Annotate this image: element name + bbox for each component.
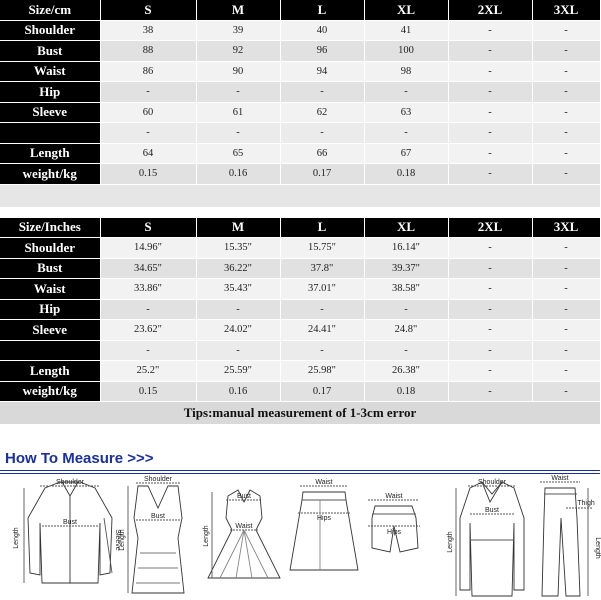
shorts-diagram (368, 500, 420, 552)
cm-row-label: Length (0, 143, 100, 164)
cm-header-xl: XL (364, 0, 448, 20)
cm-cell: 0.15 (100, 164, 196, 185)
inch-cell: 24.8" (364, 320, 448, 341)
cm-cell: 0.18 (364, 164, 448, 185)
cm-cell: 98 (364, 61, 448, 82)
cm-cell: 92 (196, 41, 280, 62)
inch-cell: 35.43" (196, 279, 280, 300)
cm-cell: - (448, 61, 532, 82)
dress-diagram (208, 490, 280, 578)
cm-cell: 0.16 (196, 164, 280, 185)
inch-cell: - (532, 340, 600, 361)
cm-cell: 90 (196, 61, 280, 82)
inch-cell: 37.8" (280, 258, 364, 279)
label-tank-shoulder: Shoulder (143, 476, 173, 483)
cm-header-2xl: 2XL (448, 0, 532, 20)
cm-row-label: weight/kg (0, 164, 100, 185)
inch-cell: 24.02" (196, 320, 280, 341)
cm-cell: - (448, 41, 532, 62)
table-spacer (0, 207, 600, 218)
label-skirt-waist: Waist (315, 479, 333, 486)
how-to-measure-section (0, 438, 600, 600)
cm-cell: 41 (364, 20, 448, 41)
inch-cell: 26.38" (364, 361, 448, 382)
how-to-measure-title (5, 450, 154, 467)
inch-table-row (0, 279, 600, 300)
inch-table-row (0, 238, 600, 259)
cm-cell: 66 (280, 143, 364, 164)
inch-cell: 0.16 (196, 381, 280, 402)
inch-cell: 25.2" (100, 361, 196, 382)
cm-cell: - (364, 82, 448, 103)
inch-cell: - (280, 340, 364, 361)
inch-cell: 34.65" (100, 258, 196, 279)
table-separator (0, 185, 600, 207)
label-coat-bust: Bust (484, 507, 500, 514)
cm-table-row (0, 102, 600, 123)
cm-table-row (0, 164, 600, 185)
label-blouse-bust: Bust (62, 519, 78, 526)
cm-table-row (0, 41, 600, 62)
inch-cell: - (448, 238, 532, 259)
inch-row-label: Sleeve (0, 320, 100, 341)
inch-cell: 15.35" (196, 238, 280, 259)
cm-row-label: Shoulder (0, 20, 100, 41)
inch-cell: 15.75" (280, 238, 364, 259)
cm-header-size: Size/cm (0, 0, 100, 20)
cm-cell: - (100, 82, 196, 103)
cm-header-3xl: 3XL (532, 0, 600, 20)
cm-table-row (0, 82, 600, 103)
inch-row-label: Length (0, 361, 100, 382)
inch-cell: - (448, 279, 532, 300)
cm-row-label: Sleeve (0, 102, 100, 123)
inch-cell: - (532, 361, 600, 382)
label-coat-length: Length (447, 531, 454, 553)
inch-cell: - (280, 299, 364, 320)
inch-table-row (0, 361, 600, 382)
cm-cell: - (532, 82, 600, 103)
cm-cell: 65 (196, 143, 280, 164)
cm-cell: - (532, 61, 600, 82)
cm-cell: - (448, 164, 532, 185)
inch-table-row (0, 320, 600, 341)
label-shorts-hips: Hips (386, 529, 402, 536)
inch-cell: - (532, 258, 600, 279)
inch-cell: - (448, 320, 532, 341)
garment-diagrams (0, 475, 601, 600)
inch-table-row (0, 340, 600, 361)
label-dress-length: Length (203, 525, 210, 547)
inch-table-row (0, 381, 600, 402)
inch-cell: 38.58" (364, 279, 448, 300)
inch-row-label (0, 340, 100, 361)
cm-row-label: Bust (0, 41, 100, 62)
cm-cell: 62 (280, 102, 364, 123)
label-trousers-waist: Waist (551, 475, 569, 482)
inch-cell: - (100, 340, 196, 361)
cm-cell: - (280, 123, 364, 144)
cm-row-label (0, 123, 100, 144)
title-underline-thin (0, 473, 600, 474)
inch-cell: - (532, 279, 600, 300)
inch-cell: - (448, 381, 532, 402)
skirt-diagram (290, 486, 358, 570)
inch-table-body (0, 238, 600, 402)
inch-cell: - (448, 258, 532, 279)
title-arrows-icon: >>> (127, 450, 154, 467)
inch-cell: 25.59" (196, 361, 280, 382)
inch-table-row (0, 258, 600, 279)
cm-cell: 96 (280, 41, 364, 62)
inch-cell: - (448, 340, 532, 361)
inch-header-xl: XL (364, 218, 448, 238)
coat-diagram (456, 482, 524, 596)
cm-cell: - (448, 143, 532, 164)
label-blouse-sleeve: Sleeve (114, 529, 121, 551)
cm-cell: - (532, 41, 600, 62)
cm-cell: - (364, 123, 448, 144)
cm-row-label: Hip (0, 82, 100, 103)
cm-header-m: M (196, 0, 280, 20)
cm-cell: - (532, 102, 600, 123)
cm-table-row (0, 123, 600, 144)
title-underline (0, 470, 600, 471)
cm-cell: - (280, 82, 364, 103)
cm-cell: 61 (196, 102, 280, 123)
inch-cell: - (532, 238, 600, 259)
cm-cell: 100 (364, 41, 448, 62)
inch-cell: - (532, 320, 600, 341)
inch-row-label: Hip (0, 299, 100, 320)
label-tank-bust: Bust (150, 513, 166, 520)
inch-cell: 0.15 (100, 381, 196, 402)
label-blouse-length: Length (13, 527, 20, 549)
inch-cell: - (532, 381, 600, 402)
inch-row-label: weight/kg (0, 381, 100, 402)
inch-row-label: Shoulder (0, 238, 100, 259)
cm-table-row (0, 143, 600, 164)
cm-cell: - (448, 20, 532, 41)
cm-cell: 0.17 (280, 164, 364, 185)
inch-cell: - (364, 340, 448, 361)
inch-cell: - (100, 299, 196, 320)
inch-header-size: Size/Inches (0, 218, 100, 238)
label-dress-bust: Bust (236, 493, 252, 500)
cm-cell: - (532, 143, 600, 164)
inch-header-l: L (280, 218, 364, 238)
blouse-diagram (24, 482, 112, 583)
inch-cell: 33.86" (100, 279, 196, 300)
inch-cell: 37.01" (280, 279, 364, 300)
label-trousers-thigh: Thigh (577, 500, 595, 507)
inch-cell: - (448, 299, 532, 320)
cm-cell: 64 (100, 143, 196, 164)
label-tank-length: Length (119, 529, 126, 551)
cm-cell: 94 (280, 61, 364, 82)
cm-cell: - (532, 164, 600, 185)
inch-header-row (0, 218, 600, 238)
inch-header-m: M (196, 218, 280, 238)
inch-cell: 25.98" (280, 361, 364, 382)
inch-table-row (0, 299, 600, 320)
cm-cell: 88 (100, 41, 196, 62)
inch-header-3xl: 3XL (532, 218, 600, 238)
inch-cell: - (364, 299, 448, 320)
inch-cell: 0.17 (280, 381, 364, 402)
inch-cell: - (448, 361, 532, 382)
cm-header-s: S (100, 0, 196, 20)
inch-cell: - (196, 340, 280, 361)
label-trousers-length: Length (594, 537, 601, 559)
cm-table-row (0, 61, 600, 82)
cm-cell: - (532, 123, 600, 144)
cm-row-label: Waist (0, 61, 100, 82)
inch-cell: 36.22" (196, 258, 280, 279)
inch-cell: 39.37" (364, 258, 448, 279)
inch-cell: 16.14" (364, 238, 448, 259)
label-shorts-waist: Waist (385, 493, 403, 500)
inch-row-label: Waist (0, 279, 100, 300)
cm-size-table (0, 0, 601, 185)
cm-cell: - (100, 123, 196, 144)
tank-top-diagram (128, 483, 184, 593)
how-to-measure-title-text: How To Measure (5, 450, 124, 467)
cm-cell: 86 (100, 61, 196, 82)
tips-banner: Tips:manual measurement of 1-3cm error (0, 402, 600, 424)
cm-cell: - (448, 82, 532, 103)
cm-cell: 63 (364, 102, 448, 123)
cm-cell: - (448, 102, 532, 123)
inch-header-s: S (100, 218, 196, 238)
cm-cell: - (532, 20, 600, 41)
label-dress-waist: Waist (235, 523, 253, 530)
cm-table-row (0, 20, 600, 41)
inch-cell: - (532, 299, 600, 320)
inch-size-table (0, 218, 601, 403)
cm-cell: 38 (100, 20, 196, 41)
cm-cell: - (448, 123, 532, 144)
cm-cell: - (196, 82, 280, 103)
inch-row-label: Bust (0, 258, 100, 279)
cm-header-row (0, 0, 600, 20)
cm-cell: 60 (100, 102, 196, 123)
cm-header-l: L (280, 0, 364, 20)
inch-header-2xl: 2XL (448, 218, 532, 238)
cm-cell: 67 (364, 143, 448, 164)
inch-cell: 14.96" (100, 238, 196, 259)
inch-cell: 24.41" (280, 320, 364, 341)
label-blouse-shoulder: Shoulder (55, 479, 85, 486)
cm-cell: - (196, 123, 280, 144)
inch-cell: 23.62" (100, 320, 196, 341)
cm-table-body (0, 20, 600, 184)
cm-cell: 40 (280, 20, 364, 41)
label-skirt-hips: Hips (316, 515, 332, 522)
label-coat-shoulder: Shoulder (477, 479, 507, 486)
inch-cell: - (196, 299, 280, 320)
inch-cell: 0.18 (364, 381, 448, 402)
cm-cell: 39 (196, 20, 280, 41)
